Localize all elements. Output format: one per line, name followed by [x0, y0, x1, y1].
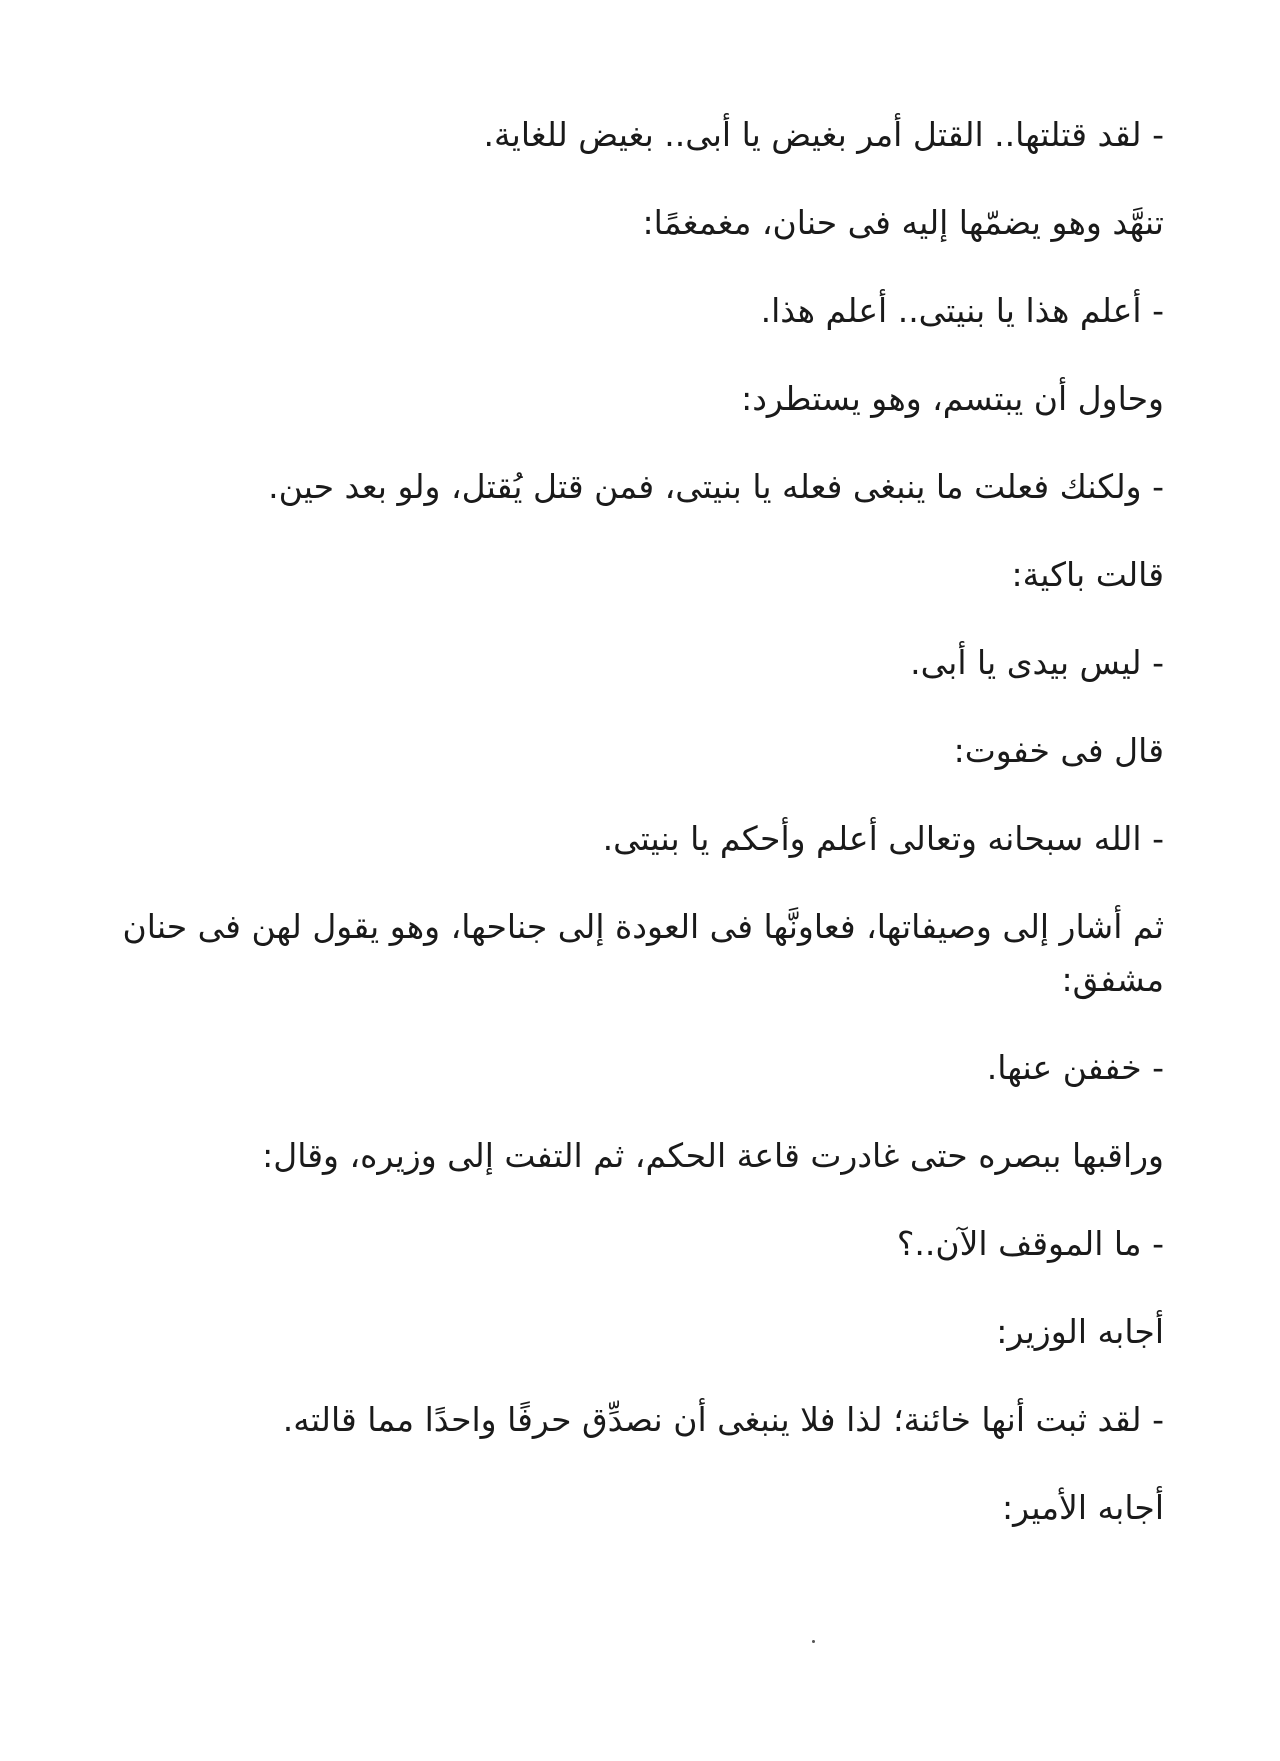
- paragraph-1: - لقد قتلتها.. القتل أمر بغيض يا أبى.. بغيض للغاية.: [483, 115, 1164, 154]
- paragraph-4: وحاول أن يبتسم، وهو يستطرد:: [741, 379, 1164, 418]
- paragraph-5: - ولكنك فعلت ما ينبغى فعله يا بنيتى، فمن قتل يُقتل، ولو بعد حين.: [268, 467, 1164, 506]
- paragraph-11: - خففن عنها.: [986, 1048, 1164, 1087]
- paragraph-12: وراقبها ببصره حتى غادرت قاعة الحكم، ثم التفت إلى وزيره، وقال:: [262, 1136, 1164, 1175]
- page-mark-dot: [812, 1640, 815, 1643]
- paragraph-9: - الله سبحانه وتعالى أعلم وأحكم يا بنيتى.: [602, 819, 1164, 858]
- paragraph-13: - ما الموقف الآن..؟: [896, 1224, 1164, 1263]
- paragraph-8: قال فى خفوت:: [953, 731, 1164, 770]
- paragraph-3: - أعلم هذا يا بنيتى.. أعلم هذا.: [760, 291, 1164, 330]
- paragraph-14: أجابه الوزير:: [996, 1312, 1164, 1351]
- paragraph-2: تنهَّد وهو يضمّها إليه فى حنان، مغمغمًا:: [642, 203, 1164, 242]
- paragraph-7: - ليس بيدى يا أبى.: [910, 643, 1164, 682]
- paragraph-6: قالت باكية:: [1011, 555, 1164, 594]
- page-text: [114, 108, 1164, 1534]
- paragraph-16: أجابه الأمير:: [1002, 1488, 1164, 1527]
- paragraph-15: - لقد ثبت أنها خائنة؛ لذا فلا ينبغى أن نصدِّق حرفًا واحدًا مما قالته.: [282, 1400, 1164, 1439]
- paragraph-10: ثم أشار إلى وصيفاتها، فعاونَّها فى العودة إلى جناحها، وهو يقول لهن فى حنان مشفق:: [122, 907, 1164, 999]
